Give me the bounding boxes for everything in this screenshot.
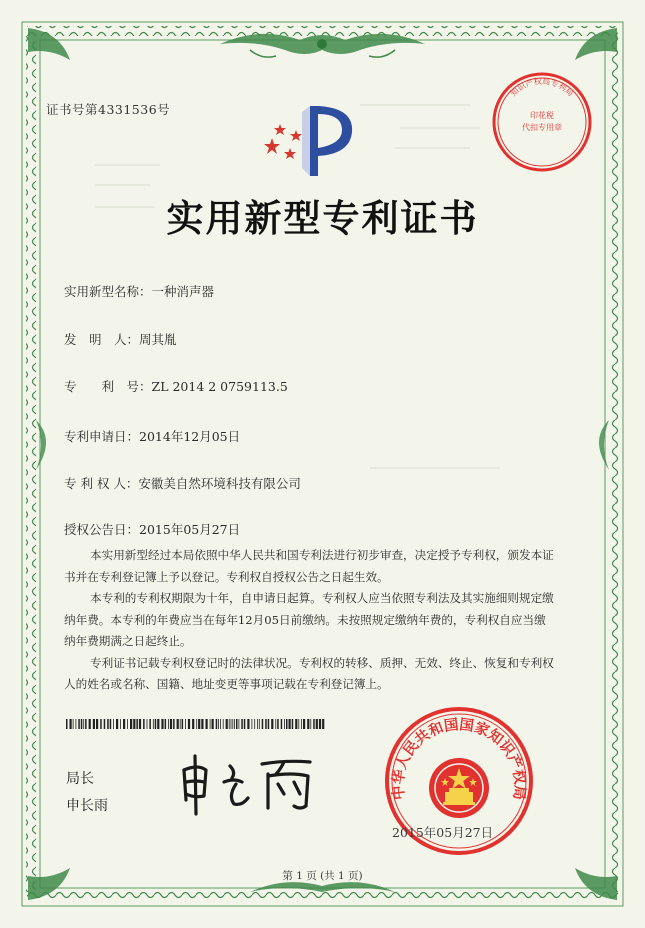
svg-text:代扣专用章: 代扣专用章 bbox=[522, 123, 562, 132]
patent-number-row bbox=[64, 377, 288, 395]
application-date-label: 专利申请日： bbox=[64, 429, 140, 444]
seal-top-ring-text: 知识产权局专利局 bbox=[508, 76, 576, 99]
director-title: 局长 bbox=[66, 771, 94, 787]
sipo-logo-icon bbox=[258, 98, 362, 178]
certificate-number: 证书号第4331536号 bbox=[46, 102, 171, 117]
application-date-row bbox=[64, 427, 240, 445]
svg-text:印花税: 印花税 bbox=[530, 111, 554, 120]
top-ornament bbox=[220, 34, 425, 57]
body-paragraph: 本实用新型经过本局依照中华人民共和国专利法进行初步审查，决定授予专利权，颁发本证书并在专利登记簿上予以登记。专利权自授权公告之日起生效。 bbox=[64, 548, 554, 584]
grant-date-label: 授权公告日： bbox=[64, 522, 140, 537]
utility-model-name-row bbox=[64, 282, 214, 300]
national-emblem-icon bbox=[429, 758, 489, 818]
body-paragraph: 专利证书记载专利权登记时的法律状况。专利权的转移、质押、无效、终止、恢复和专利权人的姓名或名称、国籍、地址变更等事项记载在专利登记簿上。 bbox=[64, 655, 554, 691]
patentee-row bbox=[64, 474, 301, 492]
director-name: 申长雨 bbox=[66, 798, 108, 814]
certificate-title: 实用新型专利证书 bbox=[166, 196, 479, 240]
barcode bbox=[66, 719, 326, 729]
inventor-label: 发 明 人： bbox=[64, 332, 140, 347]
utility-model-name-label: 实用新型名称： bbox=[64, 284, 152, 299]
inventor-row bbox=[64, 330, 177, 348]
patent-number-label: 专 利 号： bbox=[64, 379, 152, 394]
seal-date: 2015年05月27日 bbox=[392, 825, 494, 840]
grant-date-row bbox=[64, 520, 240, 538]
seal-bottom-ring-text: 中华人民共和国国家知识产权局 bbox=[389, 716, 529, 801]
grant-date-value: 2015年05月27日 bbox=[139, 522, 241, 537]
certificate-body bbox=[64, 545, 554, 696]
patent-number-value: ZL 2014 2 0759113.5 bbox=[151, 379, 288, 394]
utility-model-name-value: 一种消声器 bbox=[151, 284, 215, 299]
page-footer: 第 1 页 (共 1 页) bbox=[282, 870, 363, 882]
inventor-value: 周其胤 bbox=[139, 332, 177, 347]
director-signature bbox=[176, 748, 326, 818]
patentee-label: 专 利 权 人： bbox=[64, 476, 139, 491]
patentee-value: 安徽美自然环境科技有限公司 bbox=[138, 476, 301, 491]
tax-seal bbox=[488, 68, 596, 176]
body-paragraph: 本专利的专利权期限为十年，自申请日起算。专利权人应当依照专利法及其实施细则规定缴纳年费。本专利的年费应当在每年12月05日前缴纳。未按照规定缴纳年费的，专利权自应当缴纳年费期满之日起终止。 bbox=[64, 591, 554, 648]
application-date-value: 2014年12月05日 bbox=[139, 429, 241, 444]
